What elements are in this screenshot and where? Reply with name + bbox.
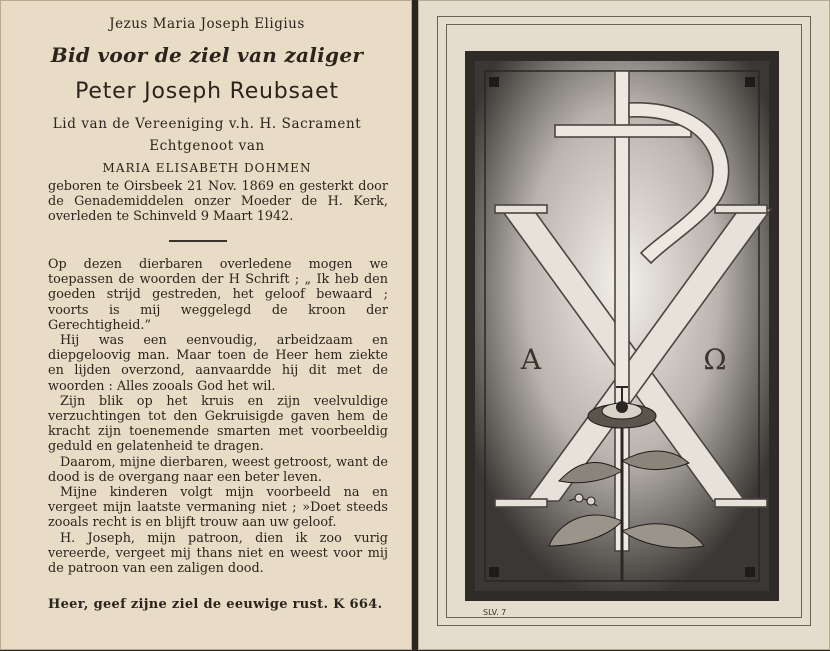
artist-signature: SLV. 7 (483, 608, 507, 617)
spouse-name: MARIA ELISABETH DOHMEN (102, 161, 312, 175)
left-memorial-card (0, 0, 412, 650)
memorial-body (48, 257, 388, 576)
paragraph: H. Joseph, mijn patroon, dien ik zoo vurig vereerde, vergeet mij thans niet en weest voor mij de patroon van een zaligen dood. (48, 530, 388, 577)
divider (169, 240, 227, 242)
corner-mark (745, 567, 755, 577)
prayer-request: Bid voor de ziel van zaliger (50, 43, 364, 67)
paragraph: Mijne kinderen volgt mijn voorbeeld na en vergeet mijn laatste vermaning niet ; »Doet steeds zooals recht is en blijft trouw aan uw geloof. (48, 485, 388, 531)
birth-death-text: geboren te Oirsbeek 21 Nov. 1869 en gesterkt door de Genademiddelen onzer Moeder de H. Kerk, overleden te Schinveld 9 Maart 1942. (48, 179, 388, 224)
corner-mark (489, 77, 499, 87)
paragraph: Daarom, mijne dierbaren, weest getroost, want de dood is de overgang naar een beter leven. (48, 454, 388, 485)
corner-mark (489, 567, 499, 577)
membership-line: Lid van de Vereeniging v.h. H. Sacrament (52, 116, 362, 132)
paragraph: Zijn blik op het kruis en zijn veelvuldige verzuchtingen tot den Gekruisigde gaven hem de kracht zijn toenemende smarten met voorbeeldig geduld en gelatenheid te dragen. (48, 393, 388, 455)
omega-letter: Ω (703, 343, 727, 376)
spouse-label: Echtgenoot van (149, 138, 265, 154)
corner-mark (745, 77, 755, 87)
paragraph: Op dezen dierbaren overledene mogen we toepassen de woorden der H Schrift ; „ Ik heb den goeden strijd gestreden, het geloof bewaard ; voorts is mij weggelegd de kroon der Gerechtigheid.” (48, 257, 388, 333)
right-memorial-card (418, 0, 830, 650)
invocation-line: Jezus Maria Joseph Eligius (109, 16, 305, 32)
deceased-name: Peter Joseph Reubsaet (75, 79, 339, 104)
alpha-letter: A (520, 343, 542, 376)
paragraph: Hij was een eenvoudig, arbeidzaam en diepgeloovig man. Maar toen de Heer hem ziekte en lijden overzond, aanvaardde hij dit met de woorden : Alles zooals God het wil. (48, 333, 388, 394)
closing-prayer: Heer, geef zijne ziel de eeuwige rust. K 664. (48, 597, 383, 612)
chi-rho-illustration (419, 1, 830, 651)
